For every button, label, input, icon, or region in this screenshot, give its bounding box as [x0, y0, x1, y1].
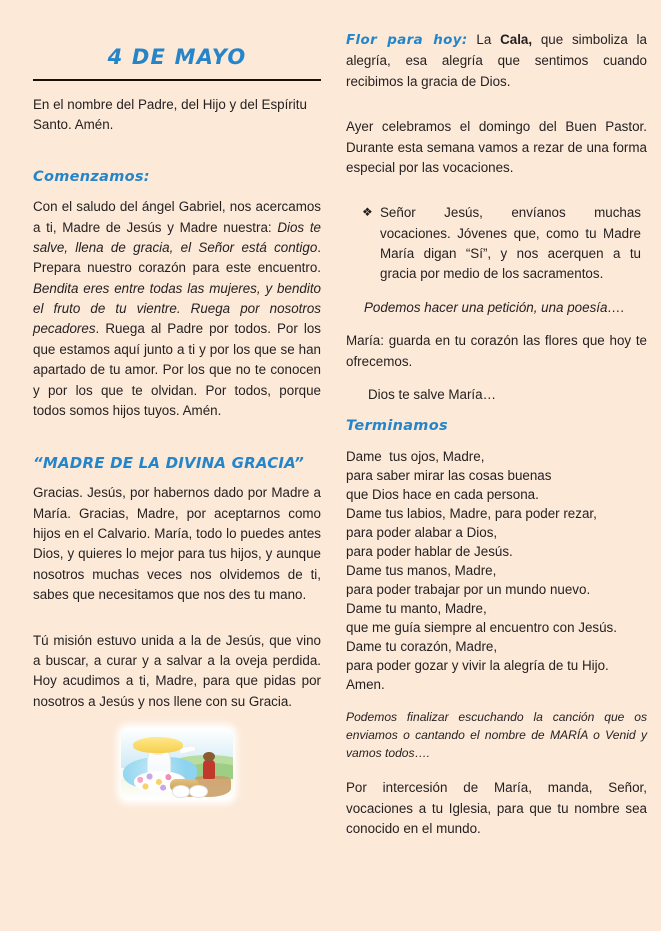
dios-te-salve-line: Dios te salve María… [368, 386, 496, 402]
saludo-italic-2: Bendita eres entre todas las mujeres, y bendito el fruto de tu vientre. Ruega por nosotros pecadores [33, 280, 321, 337]
mision-paragraph: Tú misión estuvo unida a la de Jesús, que vino a buscar, a curar y a salvar a la oveja perdida. Hoy acudimos a ti, Madre, para que pidas por nosotros a Jesús y nos llene con su Gracia. [33, 632, 321, 709]
poem-line: para poder gozar y vivir la alegría de tu Hijo. [346, 657, 609, 673]
poem-line: Dame tus manos, Madre, [346, 562, 497, 578]
flor-text-2: que simboliza la alegría, esa alegría que sentimos cuando recibimos la gracia de Dios. [346, 32, 647, 89]
title-divider [33, 79, 321, 81]
poem-line: que Dios hace en cada persona. [346, 486, 539, 502]
spacer [346, 105, 647, 117]
poem-line: para poder alabar a Dios, [346, 524, 498, 540]
spacer [33, 619, 321, 631]
list-item [362, 203, 641, 285]
gracias-paragraph: Gracias. Jesús, por habernos dado por Madre a María. Gracias, Madre, por aceptarnos como hijos en el Calvario. María, todo lo puedes antes Dios, y quieres lo mejor para tus hijos, y aunque nosotros muchas veces nos olvidemos de ti, sabes que necesitamos que nos des tu mano. [33, 485, 321, 603]
poem-line: Amen. [346, 677, 385, 693]
flor-para-hoy-label: Flor para hoy: [346, 33, 468, 48]
illustration-yellow-hat [133, 737, 182, 753]
poem-line: que me guía siempre al encuentro con Jesús. [346, 619, 617, 635]
saludo-part-2: . Prepara nuestro corazón para este encuentro. [33, 239, 321, 276]
poem-line: para saber mirar las cosas buenas [346, 467, 552, 483]
flor-para-hoy-paragraph [346, 30, 647, 92]
poem-line: para poder hablar de Jesús. [346, 543, 513, 559]
opening-prayer-paragraph: En el nombre del Padre, del Hijo y del Espíritu Santo. Amén. [33, 97, 307, 133]
closing-poem [346, 447, 647, 694]
list-item-text: Señor Jesús, envíanos muchas vocaciones. Jóvenes que, como tu Madre María digan “Sí”, y nos acerquen a tu gracia por medio de los sacramentos. [380, 205, 641, 282]
maria-guarda-paragraph: María: guarda en tu corazón las flores que hoy te ofrecemos. [346, 333, 647, 369]
right-column [333, 0, 661, 931]
buen-pastor-paragraph: Ayer celebramos el domingo del Buen Pastor. Durante esta semana vamos a rezar de una forma especial por las vocaciones. [346, 119, 647, 175]
poem-line: Dame tu manto, Madre, [346, 600, 487, 616]
heading-comenzamos: Comenzamos: [33, 168, 150, 185]
flor-flower-name: Cala, [500, 32, 533, 47]
poem-line: Dame tu corazón, Madre, [346, 638, 498, 654]
peticion-note: Podemos hacer una petición, una poesía…. [364, 299, 625, 315]
poem-line: Dame tus ojos, Madre, [346, 448, 485, 464]
heading-terminamos: Terminamos [346, 418, 448, 435]
illustration-container [33, 728, 321, 800]
illustration-shepherd-body [203, 760, 215, 779]
page-title: 4 DE MAYO [107, 45, 247, 69]
intercesion-paragraph: Por intercesión de María, manda, Señor, vocaciones a tu Iglesia, para que tu nombre sea conocido en el mundo. [346, 780, 647, 837]
saludo-part-3: . Ruega al Padre por todos. Por los que estamos aquí junto a ti y por los que se han apartado de tu amor. Por los que no te conocen y por los que te olvidan. Por todos, porque todos somos hijos tuyos. Amén. [33, 321, 321, 418]
poem-line: Dame tus labios, Madre, para poder rezar, [346, 505, 597, 521]
saludo-part-1: Con el saludo del ángel Gabriel, nos acercamos a ti, Madre de Jesús y Madre nuestra: [33, 199, 321, 235]
spacer [33, 149, 321, 169]
heading-madre-divina-gracia: “MADRE DE LA DIVINA GRACIA” [33, 454, 304, 473]
cancion-note: Podemos finalizar escuchando la canción que os enviamos o cantando el nombre de MARÍA o Venid y vamos todos…. [346, 710, 647, 761]
poem-line: para poder trabajar por un mundo nuevo. [346, 581, 591, 597]
spacer [346, 191, 647, 203]
illustration-shepherd-head [203, 752, 214, 761]
saludo-paragraph [33, 197, 321, 421]
virgin-mary-illustration-icon [121, 728, 233, 800]
flor-text-1: La [467, 32, 501, 47]
vocaciones-bullet-list [346, 203, 647, 285]
saludo-italic-1: Dios te salve, llena de gracia, el Señor está contigo [33, 219, 321, 255]
spacer [33, 434, 321, 454]
diamond-bullet-icon: ❖ [362, 205, 373, 220]
